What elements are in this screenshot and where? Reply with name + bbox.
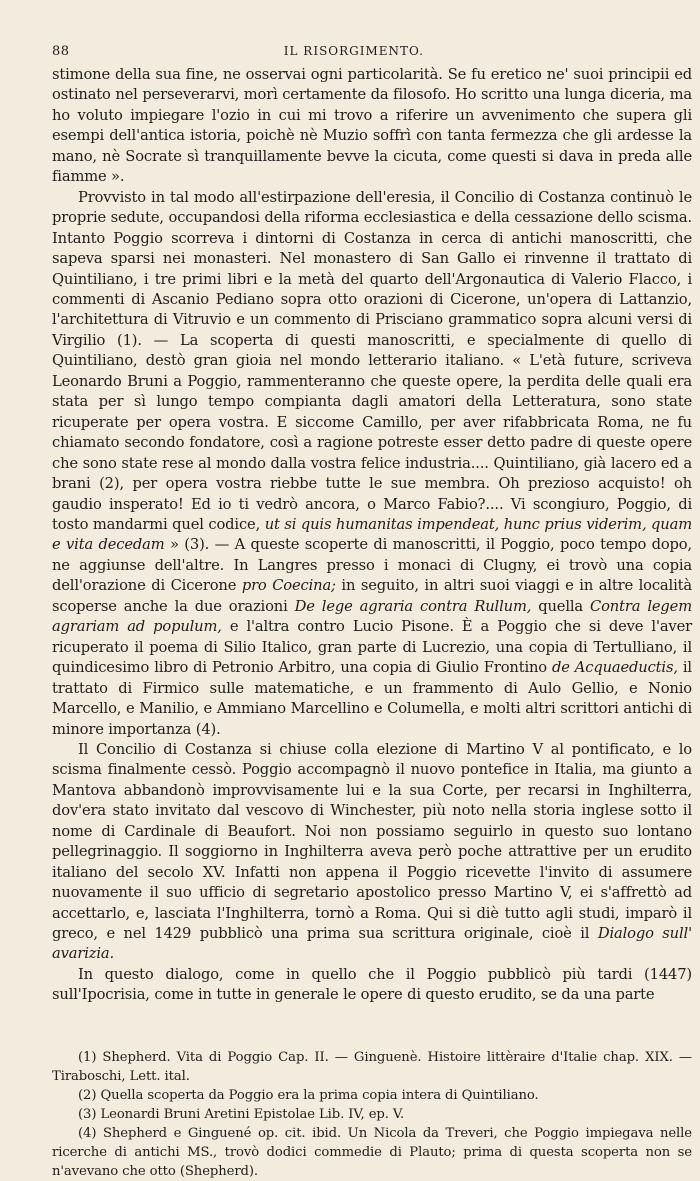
italic-text: ut si quis humanitas impendeat, hunc prius viderim, quam e vita decedam <box>52 515 692 554</box>
running-title: IL RISORGIMENTO. <box>283 44 424 58</box>
italic-text: De lege agraria contra Rullum, <box>294 597 532 615</box>
text-run: stimone della sua fine, ne osservai ogni particolarità. Se fu eretico ne' suoi principii ed ostinato nel perseverarvi, morì certamente da filosofo. Ho scritto una lunga diceria, ma ho voluto impiegare l'ozio in cui mi trovo a riferire un avvenimento che supera gli esempi dell'antica istoria, poichè nè Muzio soffrì con tanta fermezza che gli ardesse la mano, nè Socrate sì tranquillamente bevve la cicuta, come questi si dava in preda alle fiamme ». <box>52 66 692 186</box>
footnote: (2) Quella scoperta da Poggio era la prima copia intera di Quintiliano. <box>78 1087 539 1103</box>
italic-text: pro Coecina; <box>241 577 336 595</box>
paragraph <box>52 188 692 740</box>
text-run: In questo dialogo, come in quello che il Poggio pubblicò più tardi (1447) sull'Ipocrisia, come in tutte in generale le opere di questo erudito, se da una parte <box>52 965 692 1004</box>
paragraph <box>52 65 692 188</box>
text-run: Provvisto in tal modo all'estirpazione dell'eresia, il Concilio di Costanza continuò le proprie sedute, occupandosi della riforma ecclesiastica e della cessazione dello scisma. Intanto Poggio scorreva i dintorni di Costanza in cerca di antichi manoscritti, che sapeva sparsi nei monasteri. Nel monastero di San Gallo ei rinvenne il trattato di Quintiliano, i tre primi libri e la metà del quarto dell'Argonautica di Valerio Flacco, i commenti di Ascanio Pediano sopra otto orazioni di Cicerone, un'opera di Lattanzio, l'architettura di Vitruvio e un commento di Prisciano grammatico sopra alcuni versi di Virgilio (1). — La scoperta di questi manoscritti, e specialmente di quello di Quintiliano, destò gran gioia nel mondo letterario italiano. « L'età future, scriveva Leonardo Bruni a Poggio, rammenteranno che queste opere, la perdita delle quali era stata per sì lungo tempo compianta dagli amatori della Letteratura, sono state ricuperate per opera vostra. E siccome Camillo, per aver rifabbricata Roma, ne fu chiamato secondo fondatore, così a ragione potreste esser detto padre di queste opere che sono state rese al mondo dalla vostra felice industria.... Quintiliano, già lacero ed a brani (2), per opera vostra riebbe tutte le sue membra. Oh prezioso acquisto! oh gaudio insperato! Ed io ti vedrò ancora, o Marco Fabio?.... Vi scongiuro, Poggio, di tosto mandarmi quel codice, <box>52 188 692 533</box>
text-run: quella <box>531 597 591 615</box>
italic-text: Dialogo sull' avarizia. <box>52 925 692 963</box>
paragraph <box>52 965 692 1006</box>
footnote: (3) Leonardi Bruni Aretini Epistolae Lib. IV, ep. V. <box>78 1106 405 1122</box>
text-run: il trattato di Firmico sulle matematiche, e un frammento di Aulo Gellio, e Nonio Marcello, e Manilio, e Ammiano Marcellino e Columella, e molti altri scrittori antichi di minore importanza (4). <box>52 659 692 738</box>
page-number: 88 <box>52 44 70 59</box>
footnote: (4) Shepherd e Ginguené op. cit. ibid. Un Nicola da Treveri, che Poggio impiegava nelle ricerche di antichi MS., trovò dodici commedie di Plauto; prima di questa scoperta non se n'avevano che otto (Shepherd). <box>52 1125 692 1179</box>
text-run: e l'altra contro Lucio Pisone. È a Poggio che si deve l'aver ricuperato il poema di Silio Italico, gran parte di Lucrezio, una copia di Tertulliano, il quindicesimo libro di Petronio Arbitro, una copia di Giulio Frontino <box>52 618 692 677</box>
italic-text: Contra legem agrariam ad populum, <box>52 597 692 636</box>
text-run: Il Concilio di Costanza si chiuse colla elezione di Martino V al pontificato, e lo scisma finalmente cessò. Poggio accompagnò il nuovo pontefice in Italia, ma giunto a Mantova abbandonò improvvisamente lui e la sua Corte, per recarsi in Inghilterra, dov'era stato invitato dal vescovo di Winchester, più noto nella storia inglese sotto il nome di Cardinale di Beaufort. Noi non possiamo seguirlo in questo suo lontano pellegrinaggio. Il soggiorno in Inghilterra aveva però poche attrattive per un erudito italiano del secolo XV. Infatti non appena il Poggio ricevette l'invito di assumere nuovamente il suo ufficio di segretario apostolico presso Martino V, ei s'affrettò ad accettarlo, e, lasciata l'Inghilterra, tornò a Roma. Qui si diè tutto agli studi, imparò il greco, e nel 1429 pubblicò una prima sua scrittura originale, cioè il <box>52 740 692 943</box>
main-text <box>52 65 692 1006</box>
paragraph <box>52 740 692 965</box>
text-run: » (3). — A queste scoperte di manoscritti, il Poggio, poco tempo dopo, ne aggiunse dell'altre. In Langres presso i monaci di Clugny, ei trovò una copia dell'orazione di Cicerone <box>52 536 693 595</box>
book-page <box>52 44 692 1181</box>
italic-text: de Acquaeductis, <box>552 659 678 677</box>
footnotes <box>52 1048 692 1181</box>
footnote: (1) Shepherd. Vita di Poggio Cap. II. — Ginguenè. Histoire littèraire d'Italie chap. XIX. — Tiraboschi, Lett. ital. <box>52 1049 692 1084</box>
text-run: in seguito, in altri suoi viaggi e in altre località scoperse anche la due orazioni <box>52 577 692 615</box>
page-header <box>52 44 692 59</box>
